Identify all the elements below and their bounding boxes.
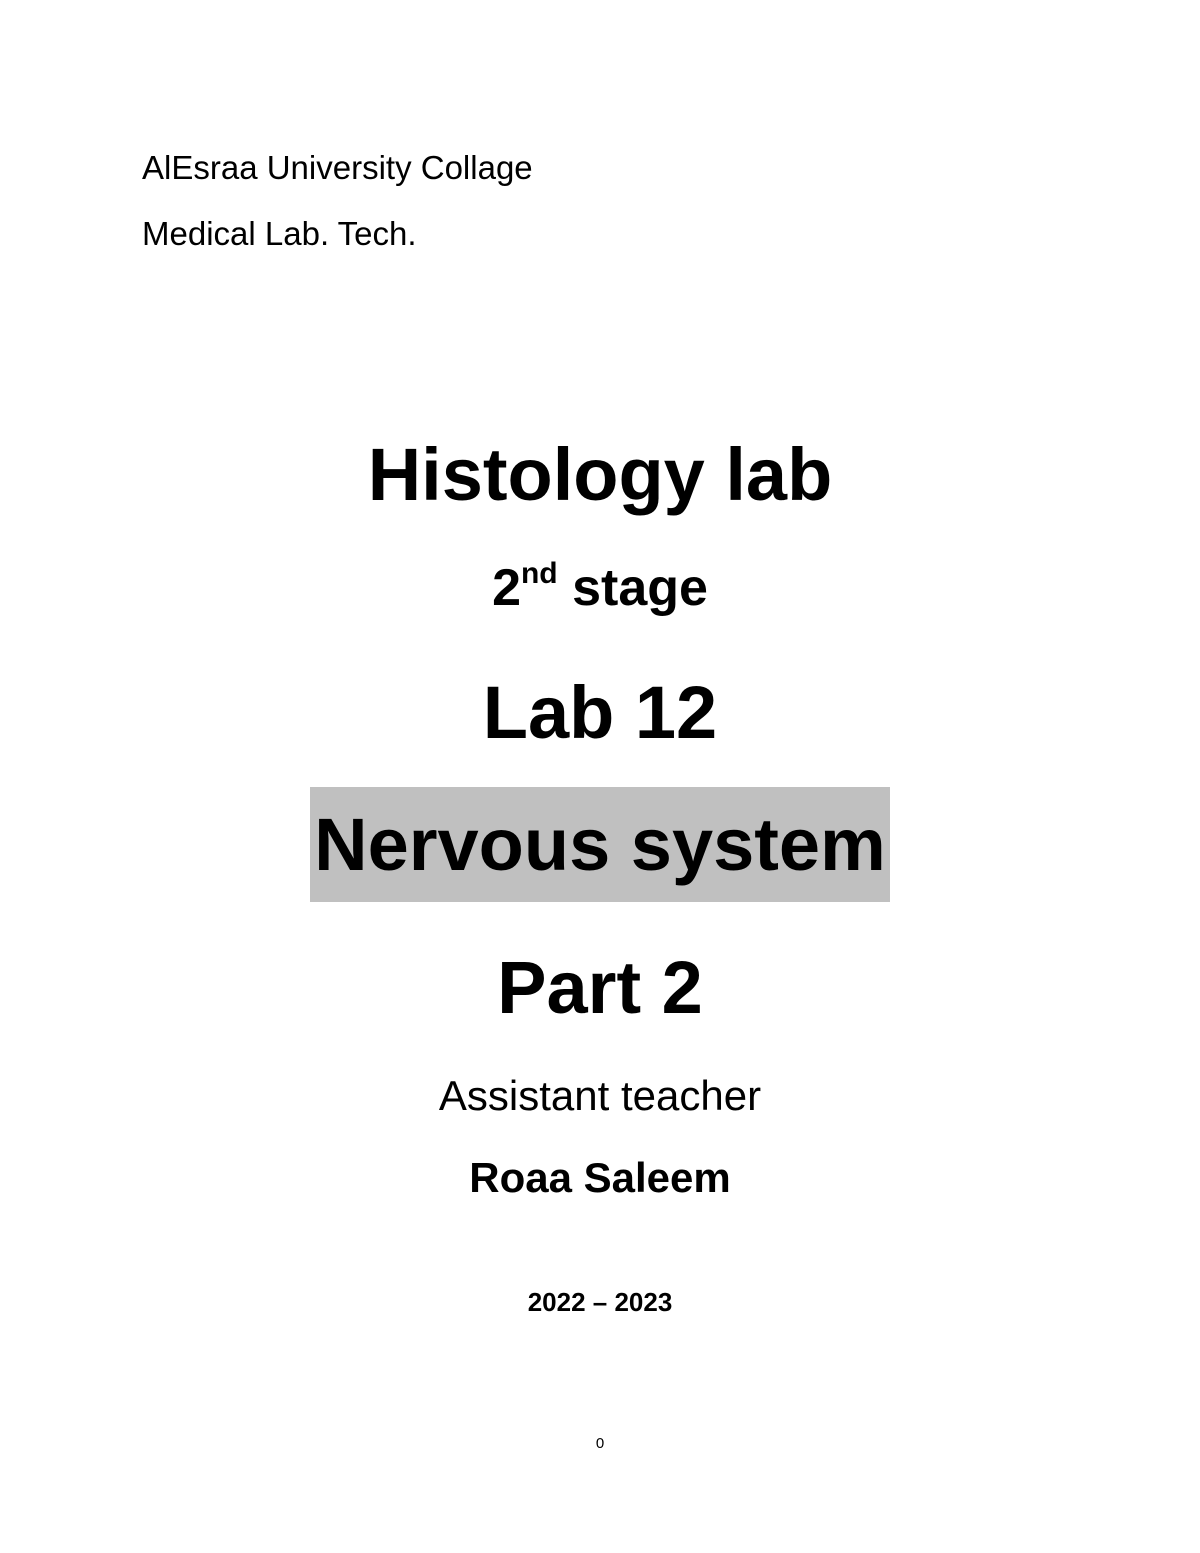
part-number: Part 2: [497, 946, 703, 1029]
stage-line: [0, 553, 1200, 623]
academic-year: 2022 – 2023: [527, 1287, 673, 1317]
stage-word: stage: [557, 559, 708, 617]
institution-name: AlEsraa University Collage: [142, 149, 533, 186]
stage-number: 2: [492, 559, 521, 617]
department-name: Medical Lab. Tech.: [142, 215, 417, 252]
page-number: 0: [595, 1435, 605, 1452]
lab-number: Lab 12: [482, 671, 718, 754]
topic-wrapper: [0, 787, 1200, 902]
topic-highlighted: Nervous system: [310, 787, 890, 902]
role-label: Assistant teacher: [438, 1072, 762, 1119]
stage-suffix: nd: [520, 557, 558, 590]
document-title: Histology lab: [367, 433, 833, 516]
teacher-name: Roaa Saleem: [469, 1154, 731, 1201]
